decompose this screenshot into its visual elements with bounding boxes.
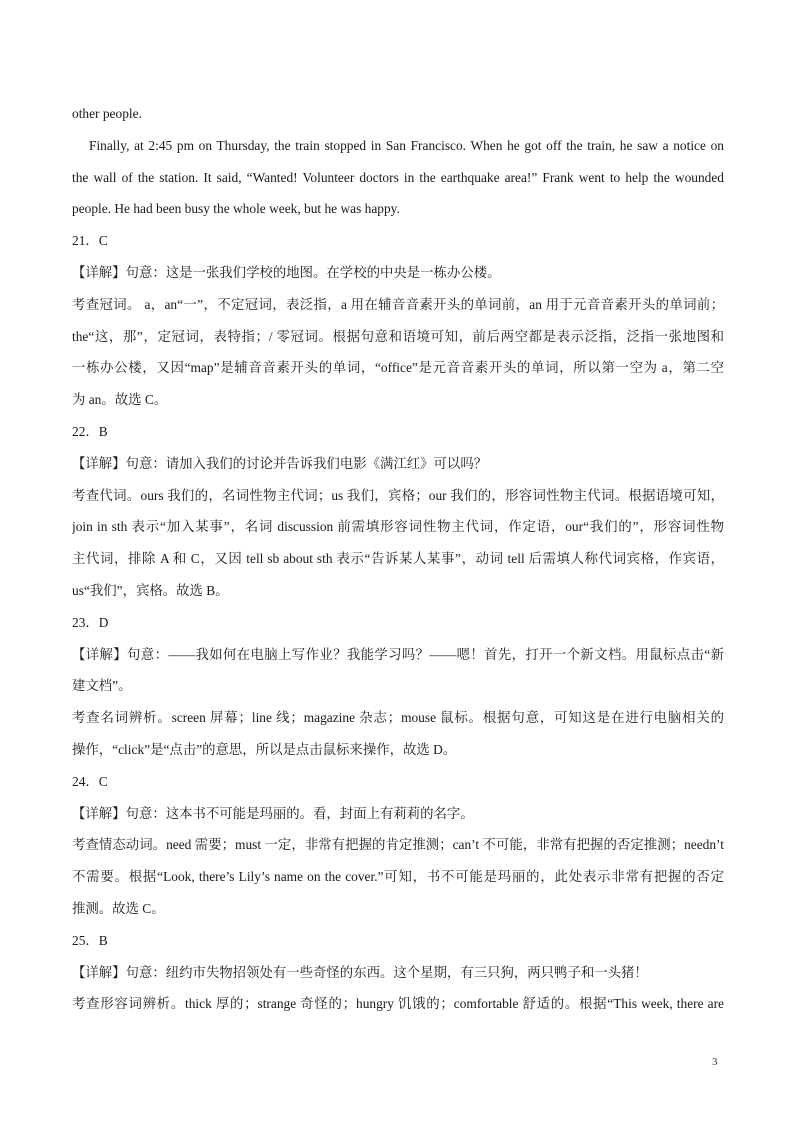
answer-line: join in sth 表示“加入某事”，名词 discussion 前需填形容词性物主代词，作定语，our“我们的”，形容词性物 xyxy=(72,519,724,535)
page-content xyxy=(72,98,724,1020)
answer-number: 22．B xyxy=(72,423,108,439)
answer-line: the“这，那”，定冠词，表特指；/ 零冠词。根据句意和语境可知，前后两空都是表示泛指，泛指一张地图和 xyxy=(72,328,724,344)
answer-line: 【详解】句意：这是一张我们学校的地图。在学校的中央是一栋办公楼。 xyxy=(72,264,501,280)
passage-line: other people. xyxy=(72,106,142,121)
answer-line: 建文档”。 xyxy=(72,678,132,694)
answer-line: 【详解】句意：这本书不可能是玛丽的。看，封面上有莉莉的名字。 xyxy=(72,805,474,821)
answer-line: us“我们”，宾格。故选 B。 xyxy=(72,582,229,598)
answer-line: 一栋办公楼，又因“map”是辅音音素开头的单词，“office”是元音音素开头的单词，所以第一空为 a，第二空 xyxy=(72,360,724,376)
answer-line: 操作，“click”是“点击”的意思，所以是点击鼠标来操作，故选 D。 xyxy=(72,741,457,757)
answer-number: 24．C xyxy=(72,773,108,789)
answer-line: 【详解】句意：纽约市失物招领处有一些奇怪的东西。这个星期，有三只狗，两只鸭子和一头猪！ xyxy=(72,964,648,980)
answer-line: 考查名词辨析。screen 屏幕；line 线；magazine 杂志；mouse 鼠标。根据句意，可知这是在进行电脑相关的 xyxy=(72,710,724,726)
answer-line: 考查代词。ours 我们的，名词性物主代词；us 我们，宾格；our 我们的，形容词性物主代词。根据语境可知， xyxy=(72,487,724,503)
answer-line: 考查形容词辨析。thick 厚的；strange 奇怪的；hungry 饥饿的；comfortable 舒适的。根据“This week, there are xyxy=(72,996,724,1012)
passage-line: people. He had been busy the whole week, but he was happy. xyxy=(72,201,400,217)
answer-line: 主代词，排除 A 和 C，又因 tell sb about sth 表示“告诉某人某事”，动词 tell 后需填人称代词宾格，作宾语， xyxy=(72,551,724,567)
answer-number: 21．C xyxy=(72,233,108,249)
answer-line: 为 an。故选 C。 xyxy=(72,392,168,408)
answer-number: 25．B xyxy=(72,932,108,948)
answer-number: 23．D xyxy=(72,614,109,630)
answer-line: 推测。故选 C。 xyxy=(72,900,165,916)
answer-line: 【详解】句意：——我如何在电脑上写作业？我能学习吗？——嗯！首先，打开一个新文档。用鼠标点击“新 xyxy=(72,646,724,662)
answer-line: 【详解】句意：请加入我们的讨论并告诉我们电影《满江红》可以吗？ xyxy=(72,455,488,471)
answer-line: 考查情态动词。need 需要；must 一定，非常有把握的肯定推测；can’t 不可能，非常有把握的否定推测；needn’t xyxy=(72,837,724,853)
page-number: 3 xyxy=(712,1056,718,1068)
answer-line: 不需要。根据“Look, there’s Lily’s name on the cover.”可知，书不可能是玛丽的，此处表示非常有把握的否定 xyxy=(72,869,724,885)
passage-line: the wall of the station. It said, “Wanted! Volunteer doctors in the earthquake area!” Frank went to help the wounded xyxy=(72,169,724,185)
passage-line: Finally, at 2:45 pm on Thursday, the train stopped in San Francisco. When he got off the train, he saw a notice on xyxy=(89,137,724,153)
answer-line: 考查冠词。 a，an“一”，不定冠词，表泛指，a 用在辅音音素开头的单词前，an 用于元音音素开头的单词前； xyxy=(72,296,724,312)
